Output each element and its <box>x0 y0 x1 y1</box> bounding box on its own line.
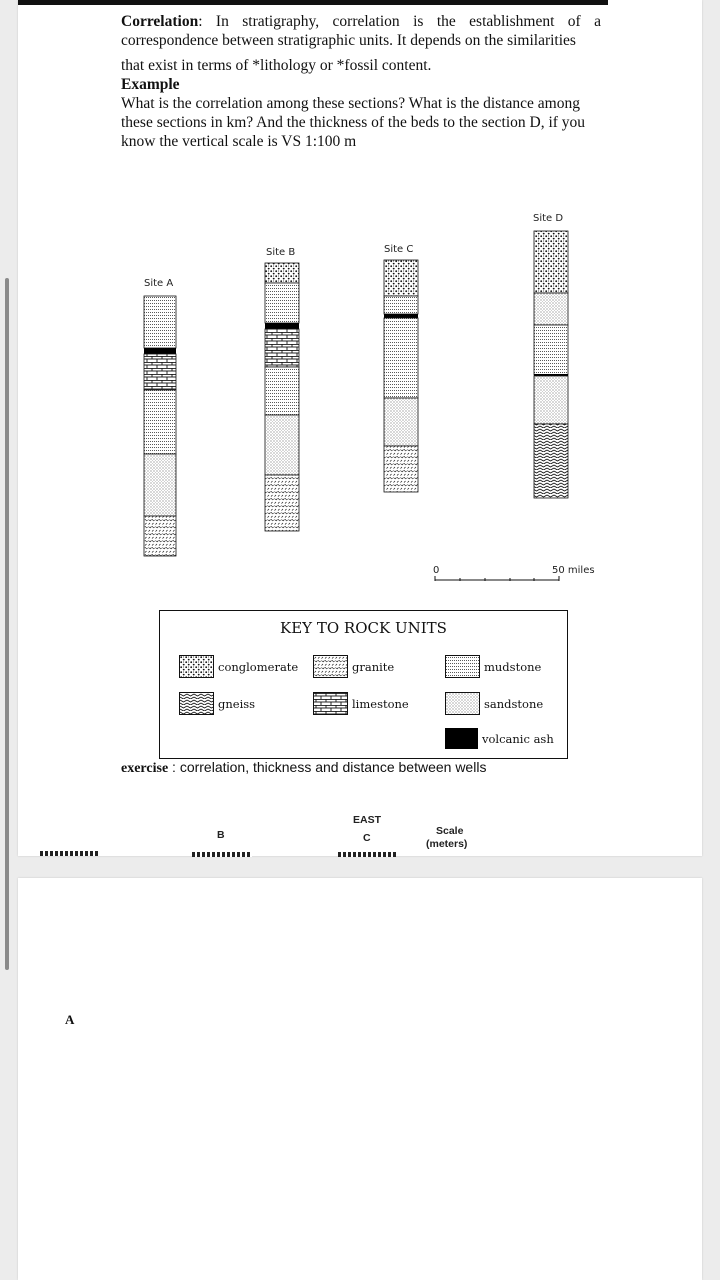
key-item-mudstone <box>445 655 541 678</box>
well-c-label: C <box>363 832 371 844</box>
key-item-sandstone <box>445 692 543 715</box>
well-b-column-top <box>192 852 252 857</box>
key-label-gneiss: gneiss <box>218 696 256 711</box>
volcanic-ash-swatch-icon <box>445 728 478 749</box>
granite-swatch-icon <box>313 655 348 678</box>
conglomerate-swatch-icon <box>179 655 214 678</box>
well-a-column-top <box>40 851 100 856</box>
site-d-label: Site D <box>533 213 564 224</box>
key-item-volcanic-ash <box>445 728 554 749</box>
site-c-label: Site C <box>384 244 414 255</box>
key-item-conglomerate <box>179 655 298 678</box>
definition-paragraph <box>121 12 601 50</box>
rock-units-key <box>159 610 568 759</box>
site-c-column <box>384 260 418 492</box>
scale-end-label: 50 miles <box>552 565 595 576</box>
definition-line-2: that exist in terms of *lithology or *fossil content. <box>121 57 432 74</box>
mudstone-swatch-icon <box>445 655 480 678</box>
well-a-label: A <box>65 1012 75 1027</box>
key-label-granite: granite <box>352 659 395 674</box>
example-heading: Example <box>121 76 180 93</box>
well-b-label: B <box>217 829 225 841</box>
top-rule <box>18 0 608 5</box>
key-item-gneiss <box>179 692 255 715</box>
key-label-limestone: limestone <box>352 696 409 711</box>
key-label-sandstone: sandstone <box>484 696 544 711</box>
sandstone-swatch-icon <box>445 692 480 715</box>
definition-text: : In stratigraphy, correlation is the establishment of a correspondence between stratigraphic units. It depends on the similarities <box>121 13 601 49</box>
scale-unit-label: (meters) <box>426 838 468 850</box>
key-item-granite <box>313 655 394 678</box>
key-label-volcanic-ash: volcanic ash <box>482 731 554 746</box>
site-b-column <box>265 263 299 531</box>
scale-label: Scale <box>436 825 464 837</box>
page-two <box>18 878 702 1280</box>
key-item-limestone <box>313 692 409 715</box>
exercise-label: exercise <box>121 761 169 776</box>
intro-text <box>121 12 601 151</box>
term-correlation: Correlation <box>121 13 199 30</box>
distance-scale-bar <box>433 565 595 581</box>
site-a-label: Site A <box>144 278 174 289</box>
well-c-column-top <box>338 852 396 857</box>
key-label-conglomerate: conglomerate <box>218 659 299 674</box>
east-label: EAST <box>353 814 382 826</box>
gneiss-swatch-icon <box>179 692 214 715</box>
site-a-column <box>144 296 176 556</box>
key-title: KEY TO ROCK UNITS <box>280 619 447 637</box>
stratigraphic-columns-diagram <box>120 200 620 610</box>
site-d-column <box>534 231 568 498</box>
limestone-swatch-icon <box>313 692 348 715</box>
exercise-text: : correlation, thickness and distance between wells <box>168 759 487 775</box>
exercise-caption <box>121 759 486 777</box>
scale-start-label: 0 <box>433 565 440 576</box>
key-label-mudstone: mudstone <box>484 659 542 674</box>
site-b-label: Site B <box>266 247 296 258</box>
scrollbar[interactable] <box>5 278 9 970</box>
example-question: What is the correlation among these sections? What is the distance among these sections in km? And the thickness of the beds to the section D, if you know the vertical scale is VS 1:100 m <box>121 95 586 150</box>
